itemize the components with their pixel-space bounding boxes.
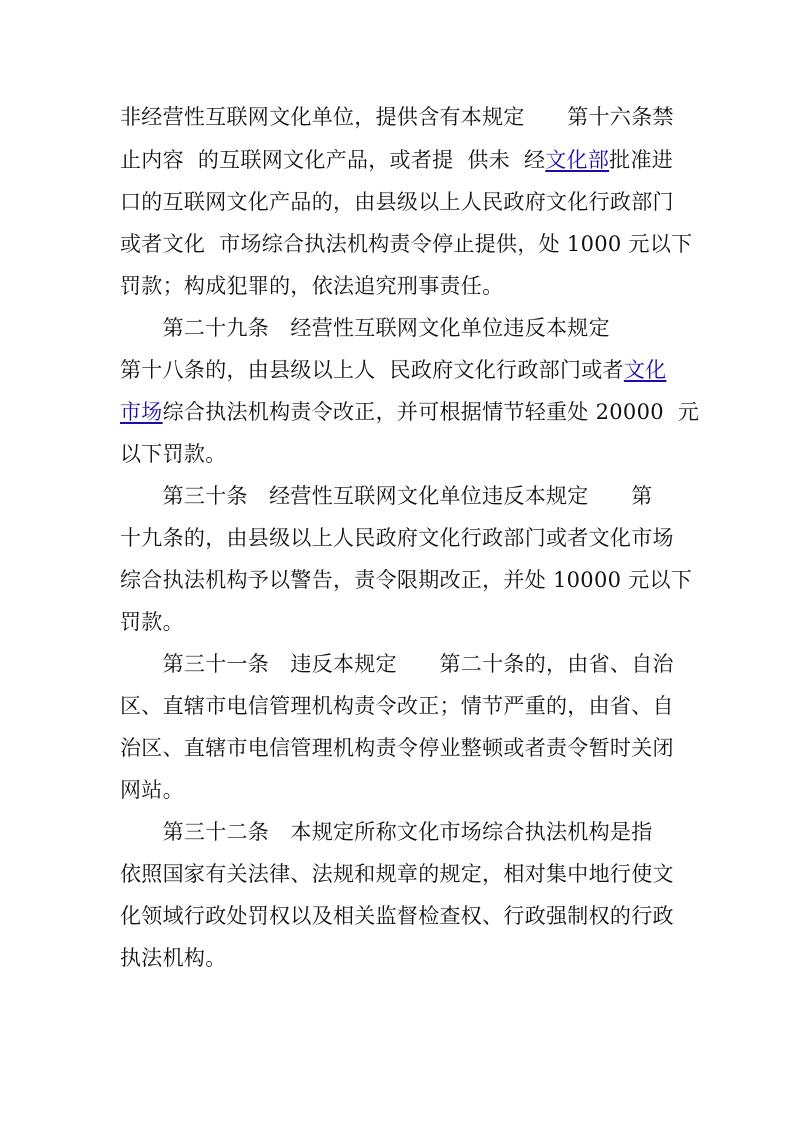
text-line <box>120 439 227 469</box>
text-line <box>120 145 673 175</box>
text-line <box>120 271 503 301</box>
text-line <box>120 901 674 931</box>
text-line <box>120 355 666 385</box>
text-run: 化领域行政处罚权以及相关监督检查权、行政强制权的行政 <box>120 904 674 928</box>
article-32-heading-line <box>120 817 653 847</box>
text-run: 止内容 的互联网文化产品，或者提 供未 经 <box>120 148 546 172</box>
article-29-heading-line <box>120 313 610 343</box>
text-run: 综合执法机构予以警告，责令限期改正，并处 10000 元以下 <box>120 568 693 592</box>
text-line <box>120 691 674 721</box>
text-line <box>120 775 184 805</box>
text-line <box>120 397 699 427</box>
text-run: 第三十二条 本规定所称文化市场综合执法机构是指 <box>120 820 653 844</box>
text-line <box>120 187 674 217</box>
text-run: 口的互联网文化产品的，由县级以上人民政府文化行政部门 <box>120 190 674 214</box>
text-run: 或者文化 市场综合执法机构责令停止提供，处 1000 元以下 <box>120 232 693 256</box>
article-31-heading-line <box>120 649 674 679</box>
text-run: 网站。 <box>120 778 184 802</box>
culture-ministry-link[interactable]: 文化部 <box>545 148 610 172</box>
text-run: 批准进 <box>609 148 674 172</box>
text-run: 罚款；构成犯罪的，依法追究刑事责任。 <box>120 274 504 298</box>
text-line <box>120 229 692 259</box>
text-run: 以下罚款。 <box>120 442 227 466</box>
text-line <box>120 859 674 889</box>
text-run: 依照国家有关法律、法规和规章的规定，相对集中地行使文 <box>120 862 674 886</box>
text-run: 治区、直辖市电信管理机构责令停业整顿或者责令暂时关闭 <box>120 736 674 760</box>
text-run: 罚款。 <box>120 610 184 634</box>
text-line <box>120 607 184 637</box>
text-run: 区、直辖市电信管理机构责令改正；情节严重的，由省、自 <box>120 694 674 718</box>
text-run: 第二十九条 经营性互联网文化单位违反本规定 <box>120 316 610 340</box>
text-run: 执法机构。 <box>120 946 227 970</box>
article-30-heading-line <box>120 481 653 511</box>
text-line <box>120 565 692 595</box>
text-run: 十九条的，由县级以上人民政府文化行政部门或者文化市场 <box>120 526 674 550</box>
text-run: 第十八条的，由县级以上人 民政府文化行政部门或者 <box>120 358 624 382</box>
text-run: 非经营性互联网文化单位，提供含有本规定 第十六条禁 <box>120 105 674 129</box>
text-line <box>120 523 674 553</box>
text-line <box>120 102 674 132</box>
text-line <box>120 943 227 973</box>
culture-market-link-part2[interactable]: 市场 <box>120 400 163 424</box>
text-run: 综合执法机构责令改正，并可根据情节轻重处 20000 元 <box>162 400 700 424</box>
text-run: 第三十条 经营性互联网文化单位违反本规定 第 <box>120 484 653 508</box>
text-run: 第三十一条 违反本规定 第二十条的，由省、自治 <box>120 652 674 676</box>
text-line <box>120 733 674 763</box>
culture-market-link-part1[interactable]: 文化 <box>623 358 667 382</box>
